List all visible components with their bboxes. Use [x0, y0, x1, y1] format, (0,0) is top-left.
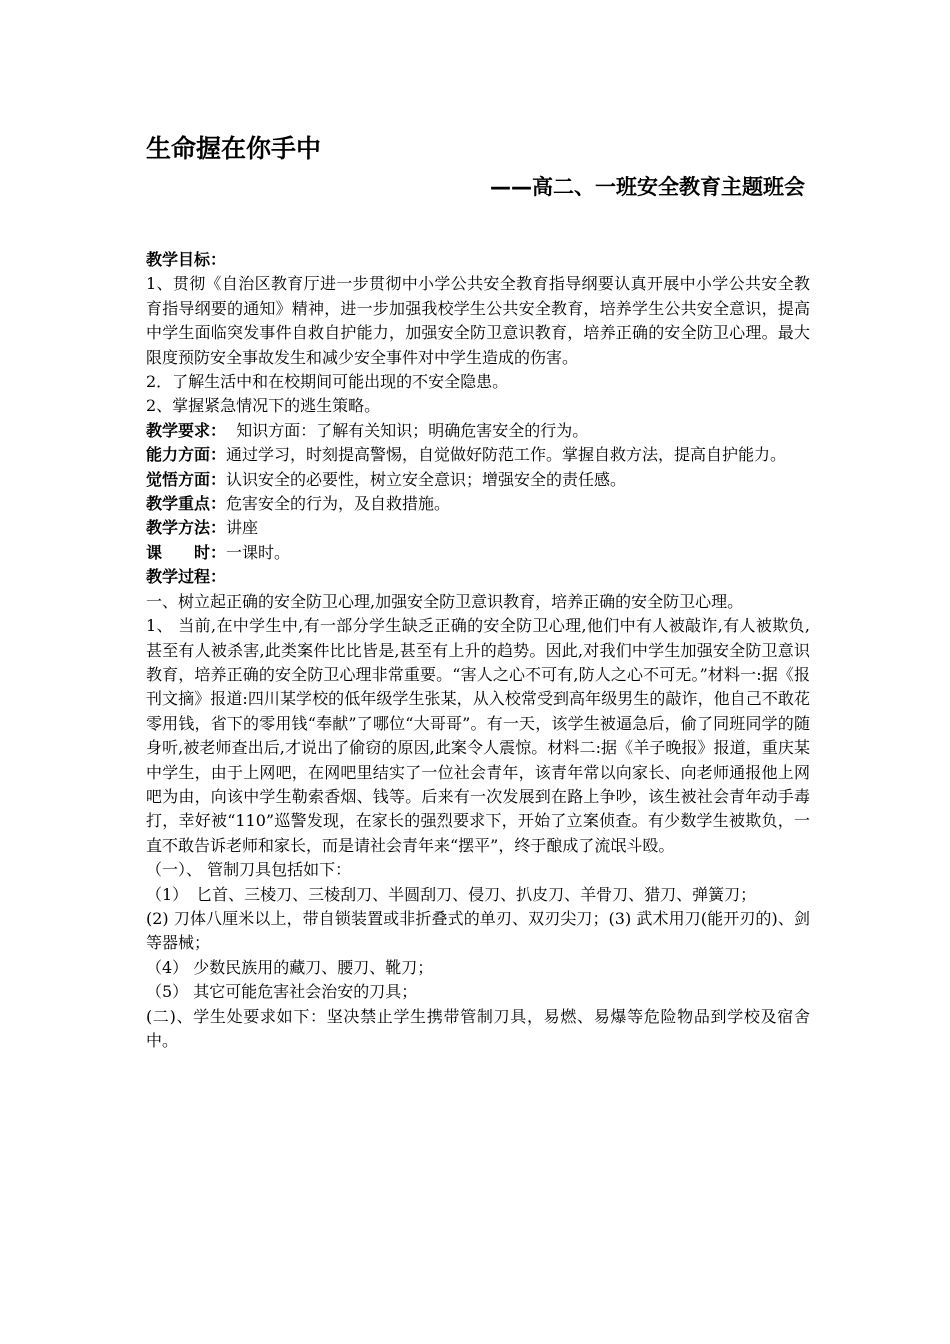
rule-paragraph: (二)、学生处要求如下：坚决禁止学生携带管制刀具，易燃、易爆等危险物品到学校及宿舍中。 [146, 1006, 810, 1050]
method-line [146, 516, 810, 540]
goal-paragraph-3: 2、掌握紧急情况下的逃生策略。 [146, 396, 381, 416]
goal-paragraph-2: 2．了解生活中和在校期间可能出现的不安全隐患。 [146, 372, 509, 392]
awareness-line [146, 468, 810, 492]
focus-line [146, 492, 810, 516]
focus-label: 教学重点： [146, 494, 227, 514]
method-label: 教学方法： [146, 518, 227, 538]
process-heading: 教学过程： [146, 567, 227, 587]
awareness-label: 觉悟方面： [146, 469, 227, 489]
focus-text: 危害安全的行为，及自救措施。 [226, 494, 451, 514]
process-paragraph-2: 1、 当前,在中学生中,有一部分学生缺乏正确的安全防卫心理,他们中有人被敲诈,有人被欺负,甚至有人被杀害,此类案件比比皆是,甚至有上升的趋势。因此,对我们中学生加强安全防卫意识教育，培养正确的安全防卫心理非常重要。“害人之心不可有,防人之心不可无。”材料一:据《报刊文摘》报道:四川某学校的低年级学生张某，从入校常受到高年级男生的敲诈，他自己不敢花零用钱，省下的零用钱“奉献”了哪位“大哥哥”。有一天，该学生被逼急后，偷了同班同学的随身听,被老师查出后,才说出了偷窃的原因,此案令人震惊。材料二:据《羊子晚报》报道，重庆某中学生，由于上网吧，在网吧里结实了一位社会青年，该青年常以向家长、向老师通报他上网吧为由，向该中学生勒索香烟、钱等。后来有一次发展到在路上争吵，该生被社会青年动手毒打，幸好被“110”巡警发现，在家长的强烈要求下，开始了立案侦查。有少数学生被欺负，一直不敢告诉老师和家长，而是请社会青年来“摆平”，终于酿成了流氓斗殴。 [146, 616, 810, 855]
awareness-text: 认识安全的必要性，树立安全意识；增强安全的责任感。 [226, 469, 627, 489]
document-title: 生命握在你手中 [146, 134, 322, 163]
ability-text: 通过学习，时刻提高警惕，自觉做好防范工作。掌握自救方法，提高自护能力。 [226, 445, 787, 465]
knife-item-4: （4） 少数民族用的藏刀、腰刀、靴刀； [146, 957, 434, 977]
goals-heading: 教学目标： [146, 250, 227, 269]
knife-item-2: (2) 刀体八厘米以上，带自锁装置或非折叠式的单刃、双刃尖刀；(3) 武术用刀(能开刃的)、剑等器械； [146, 908, 810, 953]
hours-label: 课 时： [146, 542, 227, 562]
hours-line [146, 541, 810, 565]
requirements-text: 知识方面：了解有关知识；明确危害安全的行为。 [226, 420, 589, 440]
method-text: 讲座 [226, 518, 259, 538]
document-subtitle: ——高二、一班安全教育主题班会 [490, 175, 805, 199]
process-paragraph-1: 一、树立起正确的安全防卫心理,加强安全防卫意识教育，培养正确的安全防卫心理。 [146, 591, 744, 611]
knife-item-1: （1） 匕首、三棱刀、三棱刮刀、半圆刮刀、侵刀、扒皮刀、羊骨刀、猎刀、弹簧刀； [146, 884, 757, 904]
ability-line [146, 443, 810, 467]
document-body [146, 248, 810, 1053]
knives-heading: （一）、 管制刀具包括如下： [146, 860, 352, 880]
hours-text: 一课时。 [226, 542, 291, 562]
knife-item-5: （5） 其它可能危害社会治安的刀具； [146, 982, 418, 1002]
requirements-label: 教学要求： [146, 420, 227, 440]
ability-label: 能力方面： [146, 445, 227, 465]
goal-paragraph-1: 1、贯彻《自治区教育厅进一步贯彻中小学公共安全教育指导纲要认真开展中小学公共安全教育指导纲要的通知》精神，进一步加强我校学生公共安全教育，培养学生公共安全意识，提高中学生面临突发事件自救自护能力，加强安全防卫意识教育，培养正确的安全防卫心理。最大限度预防安全事故发生和减少安全事件对中学生造成的伤害。 [146, 274, 810, 367]
requirements-line [146, 419, 810, 443]
